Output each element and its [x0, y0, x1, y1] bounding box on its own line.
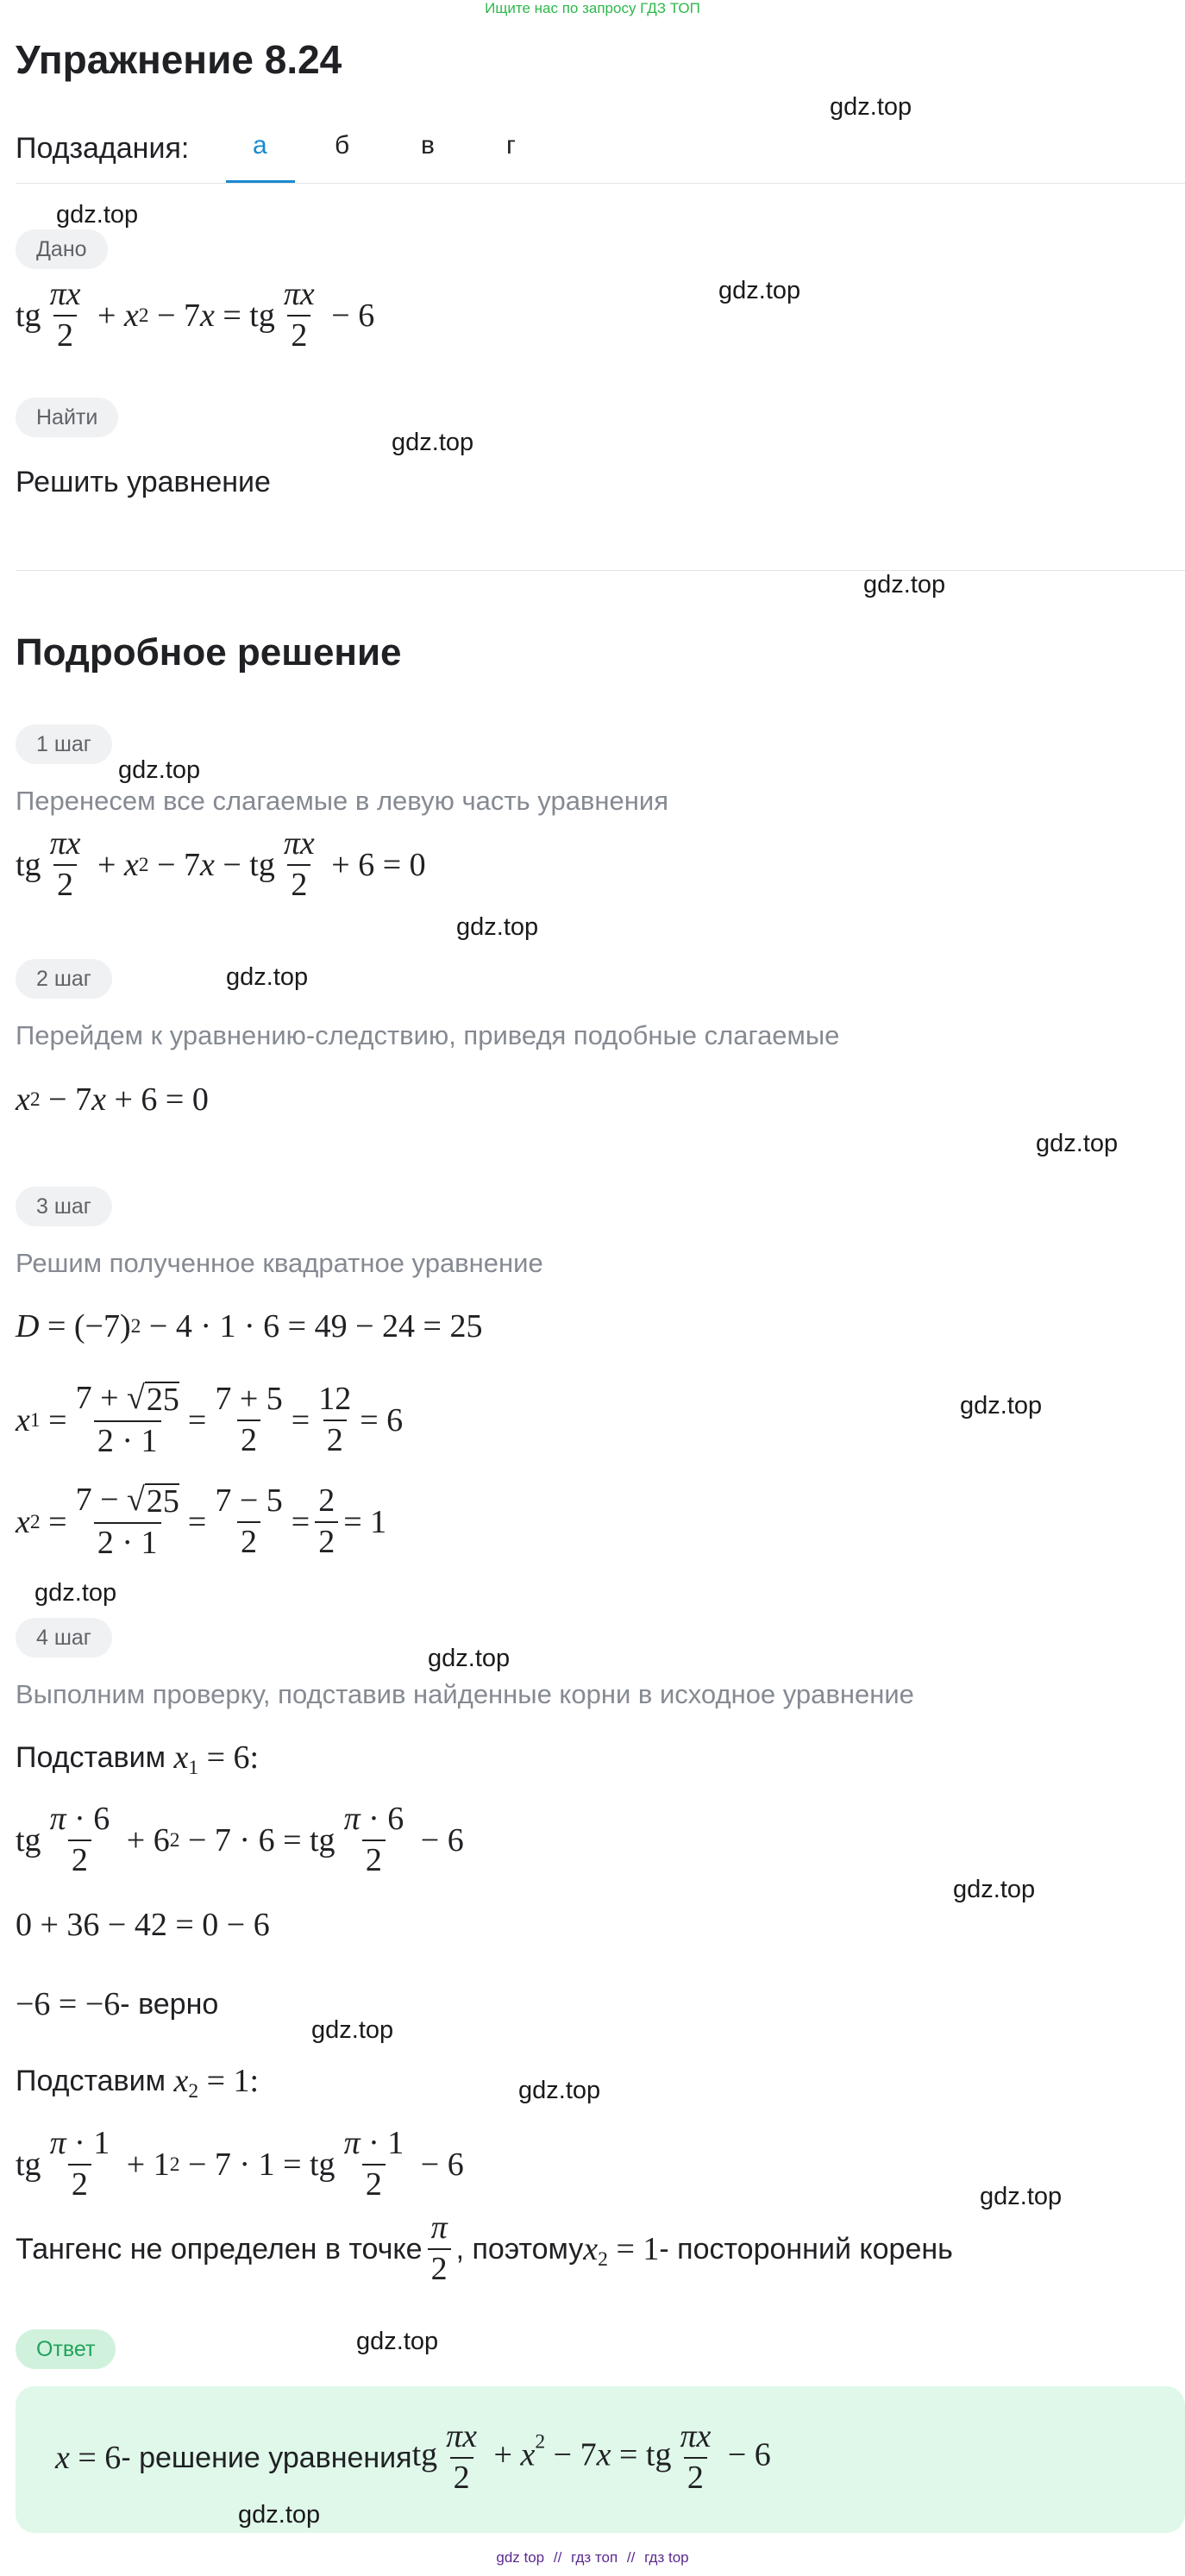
watermark: gdz.top — [311, 2016, 394, 2044]
footer-separator: // — [553, 2549, 562, 2566]
substitute-x1-line: Подставим $x_1 = 6$: — [16, 1739, 260, 1780]
page-title: Упражнение 8.24 — [16, 37, 342, 82]
discriminant-equation: D = (−7) 2 − 4 · 1 · 6 = 49 − 24 = 25 — [16, 1308, 483, 1344]
footer-links — [0, 2549, 1185, 2567]
find-pill: Найти — [16, 398, 118, 437]
watermark: gdz.top — [356, 2328, 439, 2355]
watermark: gdz.top — [863, 571, 946, 599]
watermark: gdz.top — [518, 2077, 601, 2104]
watermark: gdz.top — [960, 1392, 1043, 1420]
watermark: gdz.top — [226, 963, 309, 991]
answer-content: x = 6 - решение уравнения tg $\frac{\pi x}{2}$ + $x^2 - 7x$ = tg $\frac{\pi x}{2}$ − 6 — [55, 2418, 771, 2496]
subtasks-divider — [16, 183, 1185, 184]
answer-pill: Ответ — [16, 2329, 116, 2369]
root-x1-equation: x 1 = 7 + √ 25 2 · 1 = $\frac{7 + 5}{2}$ = $\frac{12}{2}$ = 6 — [16, 1380, 404, 1459]
tab-g[interactable]: г — [506, 131, 516, 160]
watermark: gdz.top — [830, 93, 912, 121]
step-4-pill: 4 шаг — [16, 1618, 112, 1658]
top-search-hint: Ищите нас по запросу ГДЗ ТОП — [485, 0, 700, 16]
verdict-text: - верно — [120, 1987, 219, 2021]
answer-text: - решение уравнения — [121, 2441, 412, 2474]
tangent-undefined-note: Тангенс не определен в точке $\frac{\pi}{2}$ , поэтому $x_2 = 1$ - посторонний корень — [16, 2209, 953, 2287]
watermark: gdz.top — [980, 2183, 1063, 2210]
footer-link-2[interactable]: гдз топ — [571, 2549, 618, 2566]
step-1-description: Перенесем все слагаемые в левую часть уравнения — [16, 786, 668, 816]
tab-v[interactable]: в — [421, 131, 435, 160]
substitute-x1-word: Подставим — [16, 1740, 166, 1774]
watermark: gdz.top — [456, 913, 539, 941]
step-2-equation: x 2 − 7 x + 6 = 0 — [16, 1081, 209, 1118]
root-x2-equation: x 2 = 7 − √ 25 2 · 1 = $\frac{7 - 5}{2}$ = $\frac{2}{2}$ = 1 — [16, 1482, 387, 1561]
watermark: gdz.top — [953, 1876, 1036, 1903]
watermark: gdz.top — [428, 1645, 511, 1672]
watermark: gdz.top — [56, 201, 139, 229]
step-4-description: Выполним проверку, подставив найденные корни в исходное уравнение — [16, 1679, 914, 1709]
given-pill: Дано — [16, 229, 108, 269]
tangent-note-middle: , поэтому — [455, 2232, 584, 2266]
section-divider — [16, 570, 1185, 571]
watermark: gdz.top — [238, 2501, 321, 2529]
footer-link-1[interactable]: gdz top — [496, 2549, 545, 2566]
check-x1-simplified: 0 + 36 − 42 = 0 − 6 — [16, 1907, 270, 1943]
substitute-x2-word: Подставим — [16, 2064, 166, 2097]
step-2-description: Перейдем к уравнению-следствию, приведя подобные слагаемые — [16, 1020, 840, 1050]
watermark: gdz.top — [718, 277, 801, 304]
given-equation: tg $\frac{\pi x}{2}$ + x 2 − 7 x = tg $\frac{\pi x}{2}$ − 6 — [16, 276, 375, 354]
step-1-equation: tg $\frac{\pi x}{2}$ + x 2 − 7 x − tg $\frac{\pi x}{2}$ + 6 = 0 — [16, 825, 426, 903]
step-3-pill: 3 шаг — [16, 1187, 112, 1226]
substitute-x2-line: Подставим $x_2 = 1$: — [16, 2063, 260, 2103]
subtasks-label: Подзадания: — [16, 132, 190, 165]
find-text: Решить уравнение — [16, 466, 271, 498]
solution-heading: Подробное решение — [16, 631, 402, 674]
check-x1-result: −6 = −6 - верно — [16, 1986, 219, 2022]
watermark: gdz.top — [34, 1579, 117, 1607]
check-x2-equation: tg $\frac{\pi \cdot 1}{2}$ + 1 2 − 7 · 1 = tg $\frac{\pi \cdot 1}{2}$ − 6 — [16, 2125, 464, 2203]
tab-b[interactable]: б — [335, 131, 350, 160]
check-x1-equation: tg $\frac{\pi \cdot 6}{2}$ + 6 2 − 7 · 6 = tg $\frac{\pi \cdot 6}{2}$ − 6 — [16, 1801, 464, 1878]
watermark: gdz.top — [1036, 1130, 1119, 1157]
watermark: gdz.top — [392, 429, 474, 456]
footer-separator: // — [626, 2549, 636, 2566]
tangent-note-before: Тангенс не определен в точке — [16, 2232, 423, 2266]
step-1-pill: 1 шаг — [16, 724, 112, 764]
tangent-note-after: - посторонний корень — [659, 2232, 953, 2266]
step-2-pill: 2 шаг — [16, 959, 112, 999]
footer-link-3[interactable]: гдз top — [644, 2549, 689, 2566]
step-3-description: Решим полученное квадратное уравнение — [16, 1248, 543, 1278]
tab-a[interactable]: а — [253, 131, 267, 160]
watermark: gdz.top — [118, 756, 201, 784]
